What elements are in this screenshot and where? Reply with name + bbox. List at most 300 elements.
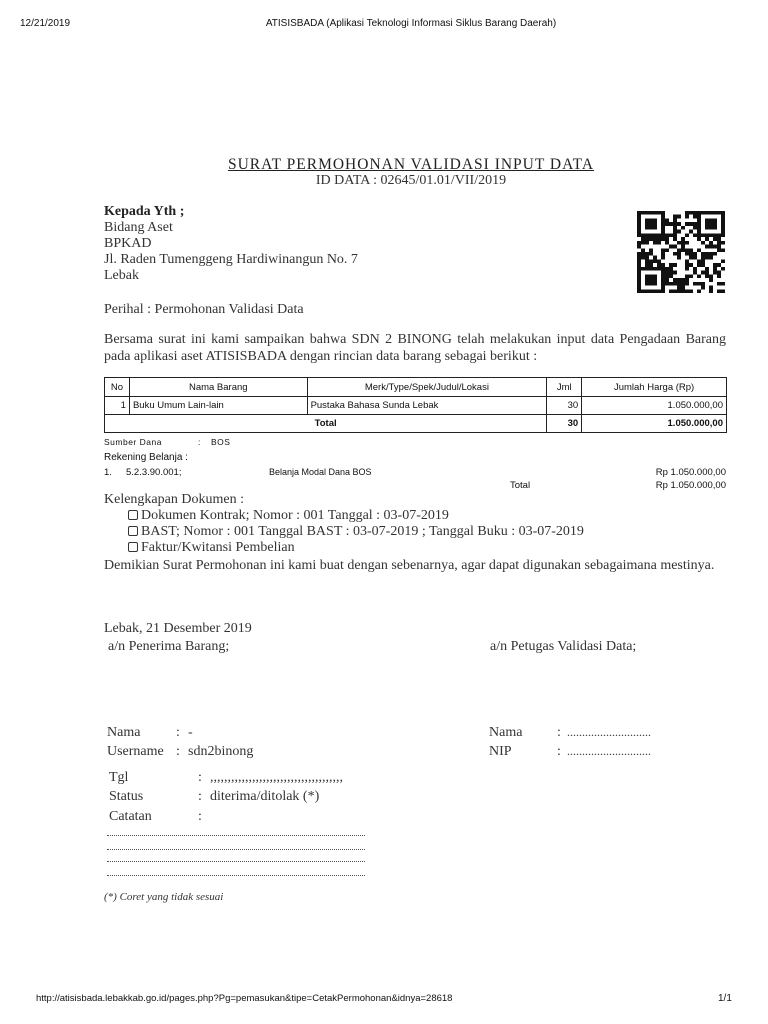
qr-module [661,263,665,267]
qr-module [709,226,713,230]
qr-module [717,289,721,293]
items-table [104,377,727,433]
qr-module [649,233,653,237]
qr-module [645,267,649,271]
qr-module [709,256,713,260]
kelengkapan-item [128,540,295,556]
nip-value: ............................ [567,744,651,758]
qr-module [637,215,641,219]
qr-module [657,241,661,245]
qr-module [653,222,657,226]
status-value: diterima/ditolak (*) [210,789,320,804]
qr-module [673,252,677,256]
qr-module [689,248,693,252]
total-label: Total [105,415,547,433]
status-separator: : [198,789,202,804]
qr-module [721,218,725,222]
qr-module [693,233,697,237]
status-label: Status [109,789,144,804]
qr-module [685,233,689,237]
qr-module [721,248,725,252]
qr-module [649,278,653,282]
qr-module [709,211,713,215]
qr-module [697,237,701,241]
qr-module [665,267,669,271]
qr-module [661,233,665,237]
qr-module [721,289,725,293]
qr-module [713,222,717,226]
kelengkapan-item-text: Dokumen Kontrak; Nomor : 001 Tanggal : 03-07-2019 [141,508,449,523]
qr-module [721,222,725,226]
sumber-dana-label: Sumber Dana [104,437,162,447]
qr-module [709,222,713,226]
rekening-amount: Rp 1.050.000,00 [655,467,726,478]
qr-module [717,237,721,241]
qr-module [645,241,649,245]
right-nama-value: ............................ [567,725,651,739]
qr-module [669,282,673,286]
qr-module [717,245,721,249]
qr-module [685,282,689,286]
catatan-line [107,834,365,836]
qr-module [721,226,725,230]
catatan-line [107,874,365,876]
left-nama-label: Nama [107,725,141,740]
qr-module [669,267,673,271]
qr-module [653,237,657,241]
qr-module [645,263,649,267]
qr-module [661,215,665,219]
qr-module [689,230,693,234]
left-nama-value: - [188,725,193,740]
qr-module [689,252,693,256]
an-petugas: a/n Petugas Validasi Data; [490,639,637,654]
qr-module [697,282,701,286]
qr-module [677,278,681,282]
qr-module [717,274,721,278]
qr-module [669,245,673,249]
qr-module [685,211,689,215]
right-nama-label: Nama [489,725,523,740]
qr-module [713,211,717,215]
qr-module [697,263,701,267]
col-header-merk: Merk/Type/Spek/Judul/Lokasi [307,378,547,397]
qr-module [705,271,709,275]
qr-module [697,248,701,252]
qr-module [677,289,681,293]
qr-module [697,230,701,234]
qr-module [673,230,677,234]
qr-module [693,211,697,215]
qr-module [677,215,681,219]
rekening-label: Rekening Belanja : [104,452,188,463]
qr-module [669,289,673,293]
qr-module [697,218,701,222]
qr-module [697,233,701,237]
qr-module [645,211,649,215]
qr-module [693,282,697,286]
qr-module [677,241,681,245]
qr-module [705,274,709,278]
document-title: SURAT PERMOHONAN VALIDASI INPUT DATA [227,156,595,173]
qr-module [677,286,681,290]
qr-module [673,222,677,226]
perihal: Perihal : Permohonan Validasi Data [104,302,304,317]
kelengkapan-label: Kelengkapan Dokumen : [104,492,244,507]
qr-module [637,274,641,278]
qr-module [713,237,717,241]
qr-module [693,252,697,256]
qr-module [637,245,641,249]
qr-module [641,252,645,256]
catatan-label: Catatan [109,809,152,824]
qr-module [705,252,709,256]
qr-module [649,252,653,256]
qr-module [673,263,677,267]
qr-module [665,237,669,241]
qr-module [705,222,709,226]
qr-module [637,286,641,290]
qr-module [681,237,685,241]
qr-module [677,248,681,252]
qr-module [649,282,653,286]
recipient-block [104,204,358,284]
qr-module [661,211,665,215]
total-jml: 30 [547,415,582,433]
recipient-line: Lebak [104,268,139,283]
qr-module [653,274,657,278]
qr-code [637,211,725,293]
qr-module [653,241,657,245]
qr-module [665,282,669,286]
recipient-line: Jl. Raden Tumenggeng Hardiwinangun No. 7 [104,252,358,267]
qr-module [717,211,721,215]
qr-module [657,259,661,263]
tgl-value: ,,,,,,,,,,,,,,,,,,,,,,,,,,,,,,,,,,,,,, [210,770,343,785]
qr-module [697,211,701,215]
rekening-no: 1. [104,467,112,478]
cell-harga: 1.050.000,00 [582,397,727,415]
qr-module [689,263,693,267]
nip-separator: : [557,744,561,759]
qr-module [645,282,649,286]
sumber-dana-value: BOS [211,437,231,447]
qr-module [649,211,653,215]
qr-module [709,274,713,278]
username-separator: : [176,744,180,759]
qr-module [637,233,641,237]
qr-module [653,282,657,286]
qr-module [685,215,689,219]
qr-module [637,222,641,226]
qr-module [645,252,649,256]
qr-module [705,237,709,241]
qr-module [677,252,681,256]
qr-module [717,248,721,252]
qr-module [673,237,677,241]
qr-module [721,230,725,234]
qr-module [709,252,713,256]
qr-module [669,274,673,278]
tgl-label: Tgl [109,770,129,785]
qr-module [693,215,697,219]
qr-module [721,282,725,286]
print-page-number: 1/1 [718,993,732,1004]
nip-label: NIP [489,744,512,759]
qr-module [641,241,645,245]
qr-module [661,274,665,278]
qr-module [721,215,725,219]
sumber-dana-separator: : [198,437,201,447]
qr-module [653,218,657,222]
qr-module [653,226,657,230]
qr-module [709,286,713,290]
qr-module [653,256,657,260]
qr-module [717,241,721,245]
qr-module [645,218,649,222]
qr-module [673,289,677,293]
username-label: Username [107,744,164,759]
qr-module [697,274,701,278]
qr-module [681,282,685,286]
cell-nama: Buku Umum Lain-lain [129,397,307,415]
qr-module [661,267,665,271]
qr-module [701,252,705,256]
qr-module [661,286,665,290]
qr-module [637,267,641,271]
an-penerima: a/n Penerima Barang; [108,639,230,654]
qr-module [637,259,641,263]
qr-module [641,237,645,241]
qr-module [713,218,717,222]
footnote: (*) Coret yang tidak sesuai [104,891,224,903]
qr-module [721,267,725,271]
qr-module [709,241,713,245]
qr-module [721,233,725,237]
qr-module [653,211,657,215]
qr-module [701,286,705,290]
qr-module [637,263,641,267]
qr-module [649,289,653,293]
qr-module [653,259,657,263]
qr-module [689,289,693,293]
kelengkapan-item [128,524,584,540]
qr-module [637,289,641,293]
qr-module [637,230,641,234]
qr-module [661,222,665,226]
qr-module [641,233,645,237]
recipient-greeting: Kepada Yth ; [104,204,185,219]
qr-module [697,226,701,230]
qr-module [677,256,681,260]
qr-module [661,289,665,293]
qr-module [673,226,677,230]
qr-module [661,230,665,234]
col-header-harga: Jumlah Harga (Rp) [582,378,727,397]
qr-module [649,267,653,271]
qr-module [665,241,669,245]
id-data: ID DATA : 02645/01.01/VII/2019 [315,173,507,188]
qr-module [637,241,641,245]
qr-module [665,222,669,226]
qr-module [645,222,649,226]
qr-module [697,259,701,263]
qr-module [685,263,689,267]
qr-module [665,271,669,275]
username-value: sdn2binong [188,744,254,759]
print-date: 12/21/2019 [20,18,71,29]
qr-module [649,248,653,252]
catatan-line [107,860,365,862]
qr-module [637,282,641,286]
table-row [105,397,727,415]
qr-module [713,245,717,249]
qr-module [645,226,649,230]
table-total-row [105,415,727,433]
qr-module [657,211,661,215]
cell-jml: 30 [547,397,582,415]
kelengkapan-item [128,508,449,524]
qr-module [681,278,685,282]
total-harga: 1.050.000,00 [582,415,727,433]
qr-module [673,282,677,286]
qr-module [661,271,665,275]
qr-module [649,274,653,278]
rekening-total-label: Total [510,480,531,491]
qr-module [649,222,653,226]
right-nama-separator: : [557,725,561,740]
qr-module [649,226,653,230]
qr-module [713,252,717,256]
qr-module [637,252,641,256]
qr-module [645,237,649,241]
qr-module [657,237,661,241]
qr-module [677,222,681,226]
qr-module [713,233,717,237]
qr-module [637,278,641,282]
qr-module [697,289,701,293]
qr-module [673,278,677,282]
cell-merk: Pustaka Bahasa Sunda Lebak [307,397,547,415]
qr-module [709,218,713,222]
checkbox-icon [128,542,138,552]
qr-module [693,256,697,260]
qr-module [673,215,677,219]
qr-module [641,211,645,215]
qr-module [665,218,669,222]
qr-module [653,267,657,271]
qr-module [637,218,641,222]
qr-module [661,282,665,286]
qr-module [641,256,645,260]
qr-module [649,218,653,222]
qr-module [701,241,705,245]
qr-module [685,259,689,263]
col-header-no: No [105,378,130,397]
qr-module [637,211,641,215]
qr-module [701,233,705,237]
cell-no: 1 [105,397,130,415]
qr-module [645,256,649,260]
qr-module [697,215,701,219]
qr-module [673,245,677,249]
qr-module [669,271,673,275]
qr-module [685,248,689,252]
qr-module [717,282,721,286]
qr-module [721,211,725,215]
qr-module [685,274,689,278]
qr-module [641,289,645,293]
qr-module [705,218,709,222]
qr-module [693,267,697,271]
qr-module [681,248,685,252]
qr-module [713,263,717,267]
qr-module [693,226,697,230]
qr-module [681,286,685,290]
qr-module [661,226,665,230]
qr-module [649,259,653,263]
qr-module [713,271,717,275]
catatan-line [107,848,365,850]
qr-module [645,233,649,237]
qr-module [665,248,669,252]
checkbox-icon [128,510,138,520]
qr-module [641,267,645,271]
qr-module [705,226,709,230]
left-nama-separator: : [176,725,180,740]
qr-module [705,267,709,271]
qr-module [653,233,657,237]
qr-module [657,233,661,237]
place-date: Lebak, 21 Desember 2019 [104,621,252,636]
qr-module [657,263,661,267]
qr-module [701,259,705,263]
qr-module [681,241,685,245]
qr-module [705,245,709,249]
qr-module [689,274,693,278]
qr-module [661,218,665,222]
qr-module [709,245,713,249]
qr-module [637,256,641,260]
qr-module [669,233,673,237]
qr-module [685,252,689,256]
qr-module [641,248,645,252]
qr-module [689,211,693,215]
qr-module [697,222,701,226]
qr-module [661,248,665,252]
checkbox-icon [128,526,138,536]
qr-module [705,211,709,215]
col-header-nama: Nama Barang [129,378,307,397]
qr-module [665,274,669,278]
qr-module [689,256,693,260]
qr-module [717,271,721,275]
closing-paragraph: Demikian Surat Permohonan ini kami buat dengan sebenarnya, agar dapat digunakan sebagaimana mestinya. [104,558,715,573]
qr-module [665,278,669,282]
qr-module [637,226,641,230]
qr-module [685,267,689,271]
qr-module [653,278,657,282]
qr-module [653,289,657,293]
print-app-title: ATISISBADA (Aplikasi Teknologi Informasi Siklus Barang Daerah) [265,18,557,29]
print-url: http://atisisbada.lebakkab.go.id/pages.php?Pg=pemasukan&tipe=CetakPermohonan&idnya=28618 [36,993,453,1004]
qr-module [689,222,693,226]
qr-module [701,282,705,286]
tgl-separator: : [198,770,202,785]
qr-module [705,233,709,237]
qr-module [665,233,669,237]
qr-module [701,271,705,275]
